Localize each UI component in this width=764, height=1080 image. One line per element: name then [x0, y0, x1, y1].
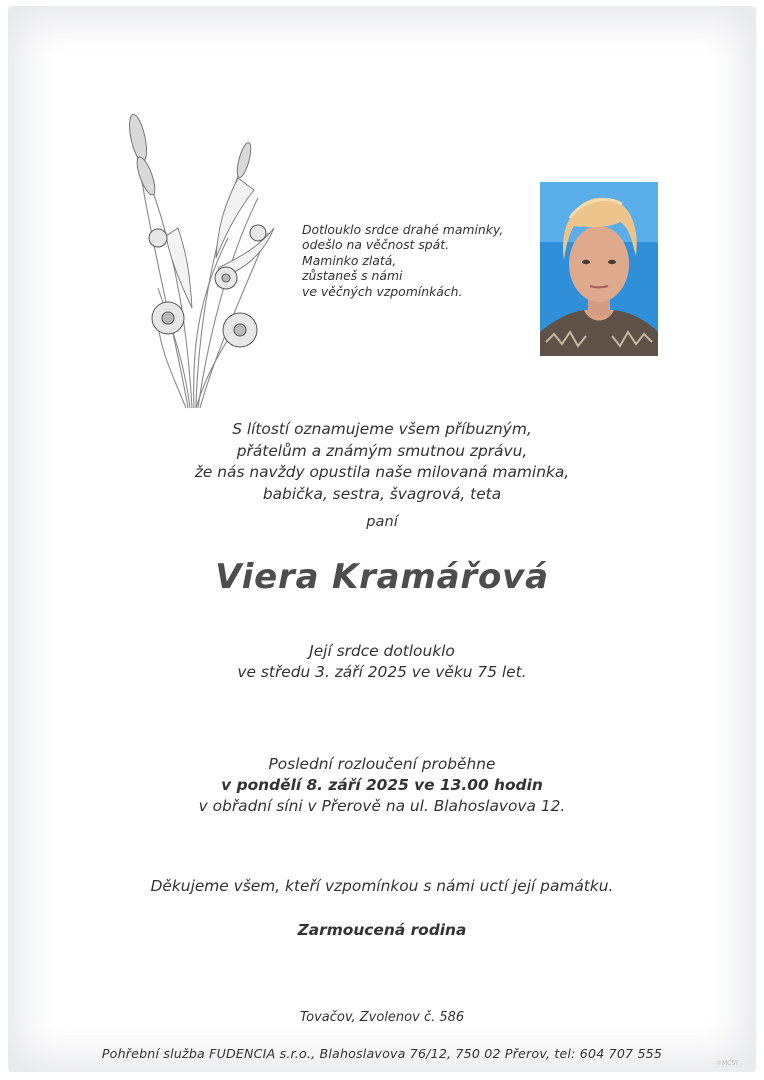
memorial-verse	[302, 222, 532, 299]
title-word: paní	[366, 513, 398, 530]
farewell-intro: Poslední rozloučení proběhne	[268, 755, 496, 773]
passing-line: ve středu 3. září 2025 ve věku 75 let.	[237, 663, 527, 681]
funeral-service-footer: Pohřební služba FUDENCIA s.r.o., Blahoslavova 76/12, 750 02 Přerov, tel: 604 707 555	[101, 1046, 663, 1061]
verse-line: odešlo na věčnost spát.	[302, 237, 450, 253]
verse-line: ve věčných vzpomínkách.	[302, 283, 463, 299]
thanks-text: Děkujeme všem, kteří vzpomínkou s námi uctí její památku.	[150, 877, 614, 895]
copyright-mark: ©MCST	[716, 1060, 739, 1067]
family-address: Tovačov, Zvolenov č. 586	[299, 1010, 465, 1025]
family-signature: Zarmoucená rodina	[297, 921, 467, 939]
deceased-name: Viera Kramářová	[215, 557, 549, 597]
announcement-line: babička, sestra, švagrová, teta	[262, 484, 502, 503]
verse-line: Maminko zlatá,	[302, 252, 397, 268]
verse-line: zůstaneš s námi	[302, 268, 403, 284]
announcement-line: že nás navždy opustila naše milovaná maminka,	[194, 463, 570, 481]
announcement-text	[0, 419, 764, 505]
flower-bouquet-illustration	[118, 108, 288, 420]
passing-details	[0, 641, 764, 683]
verse-line: Dotlouklo srdce drahé maminky,	[302, 222, 504, 237]
announcement-line: přátelům a známým smutnou zprávu,	[236, 441, 528, 460]
portrait-photo	[540, 182, 658, 356]
farewell-location: v obřadní síni v Přerově na ul. Blahoslavova 12.	[198, 797, 566, 815]
farewell-date-time: v pondělí 8. září 2025 ve 13.00 hodin	[221, 776, 543, 794]
passing-line: Její srdce dotlouklo	[309, 642, 455, 660]
farewell-details	[0, 754, 764, 817]
announcement-line: S lítostí oznamujeme všem příbuzným,	[232, 420, 532, 438]
